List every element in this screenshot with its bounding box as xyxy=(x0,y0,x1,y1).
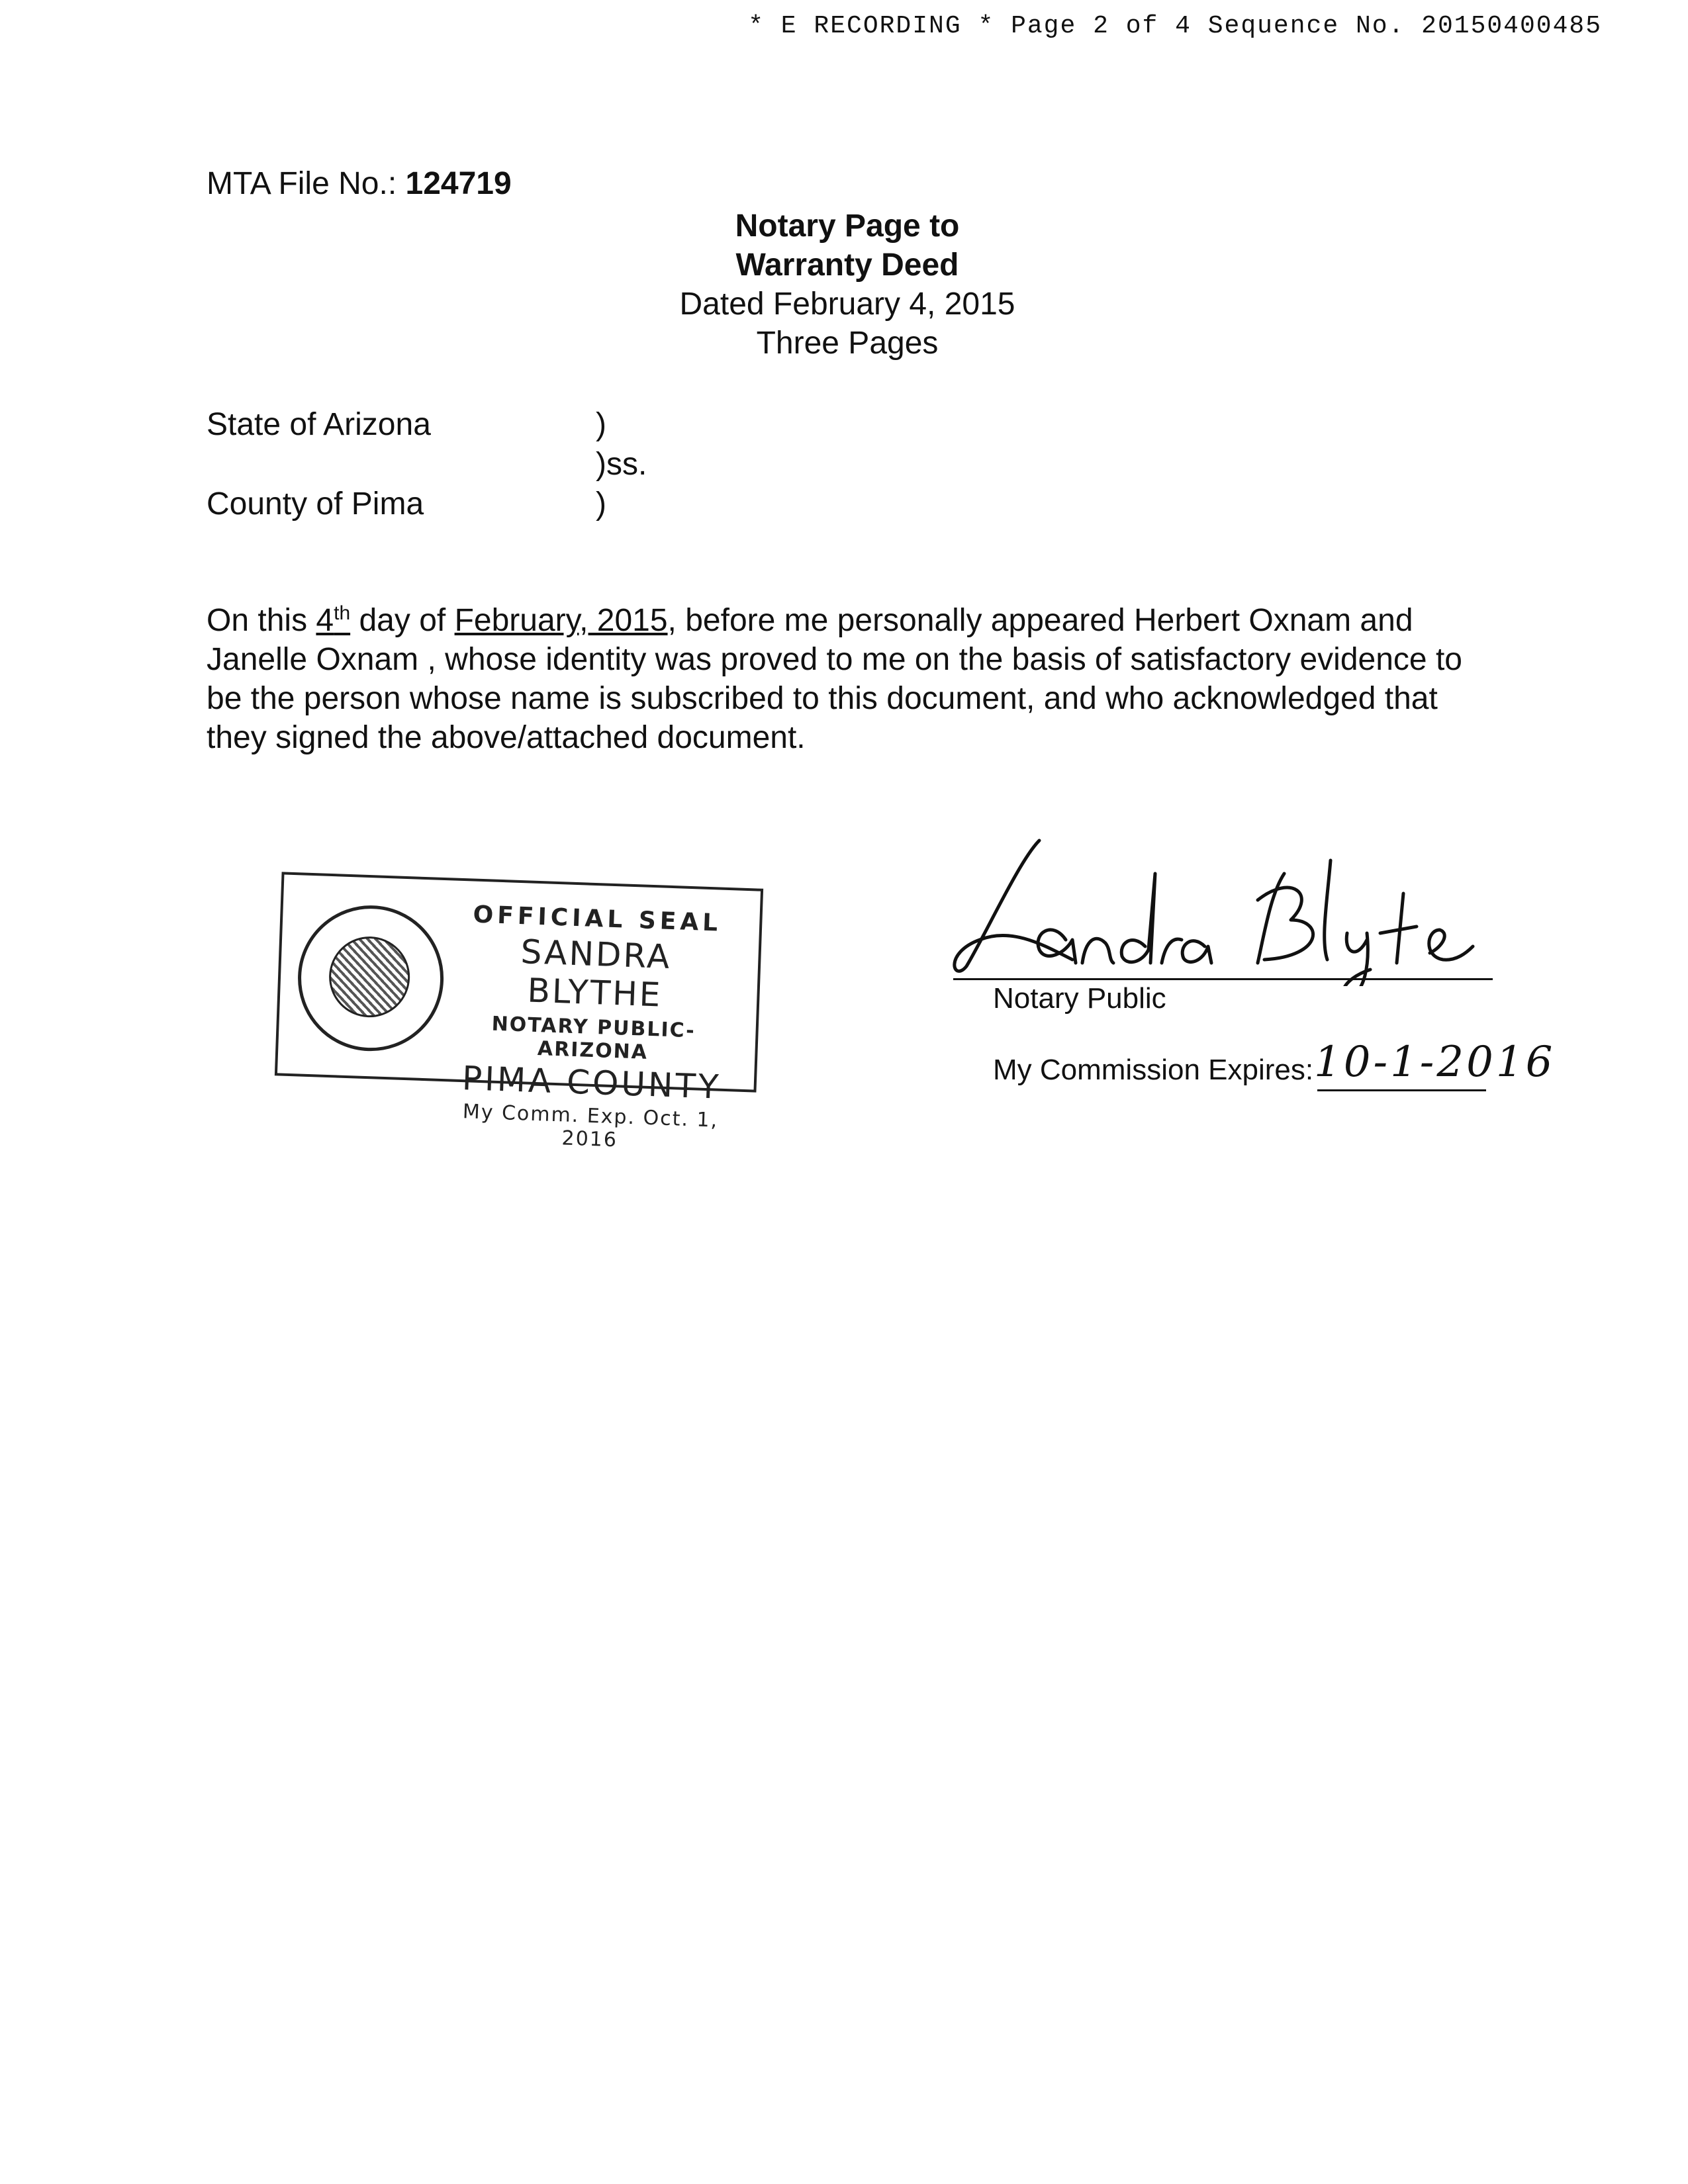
commission-label: My Commission Expires: xyxy=(993,1054,1314,1086)
title-line-1: Notary Page to xyxy=(735,208,960,244)
state-seal-emblem xyxy=(295,903,446,1054)
venue-state: State of Arizona xyxy=(207,407,431,442)
notary-signature xyxy=(940,834,1523,986)
file-number-value: 124719 xyxy=(405,166,512,201)
commission-expiry-handwritten: 10-1-2016 xyxy=(1314,1038,1556,1087)
seal-line-title: NOTARY PUBLIC-ARIZONA xyxy=(491,1012,696,1064)
document-title xyxy=(583,206,1112,363)
ack-month-year: February, 2015 xyxy=(454,603,668,638)
title-pages: Three Pages xyxy=(756,326,939,361)
recording-header: * E RECORDING * Page 2 of 4 Sequence No. 20150400485 xyxy=(748,12,1602,40)
seal-line-expiry: My Comm. Exp. Oct. 1, 2016 xyxy=(462,1100,719,1152)
ack-intro: On this xyxy=(207,603,316,638)
ack-day-of: day of xyxy=(350,603,455,638)
seal-line-county: PIMA COUNTY xyxy=(461,1059,722,1107)
venue-ss: )ss. xyxy=(596,447,647,482)
title-line-2: Warranty Deed xyxy=(735,248,959,283)
venue-county: County of Pima xyxy=(207,486,424,522)
file-number xyxy=(207,165,512,202)
notary-public-label: Notary Public xyxy=(993,982,1166,1015)
notary-seal-stamp xyxy=(275,872,763,1152)
seal-line-name: SANDRA BLYTHE xyxy=(520,933,673,1015)
title-date: Dated February 4, 2015 xyxy=(679,287,1015,322)
file-number-label: MTA File No.: xyxy=(207,166,397,201)
commission-line xyxy=(1317,1089,1486,1091)
acknowledgment-paragraph xyxy=(207,601,1497,757)
venue-paren-1: ) xyxy=(596,407,606,442)
seal-line-official: OFFICIAL SEAL xyxy=(472,901,722,937)
ack-day: 4th xyxy=(316,602,351,638)
signature-line xyxy=(953,978,1493,980)
venue-paren-2: ) xyxy=(596,486,606,522)
ack-body: , before me personally appeared Herbert Oxnam and Janelle Oxnam , whose identity was proved to me on the basis of satisfactory evidence to be the person whose name is subscribed to this document, and who acknowledged that they signed the above/attached document. xyxy=(207,603,1462,755)
